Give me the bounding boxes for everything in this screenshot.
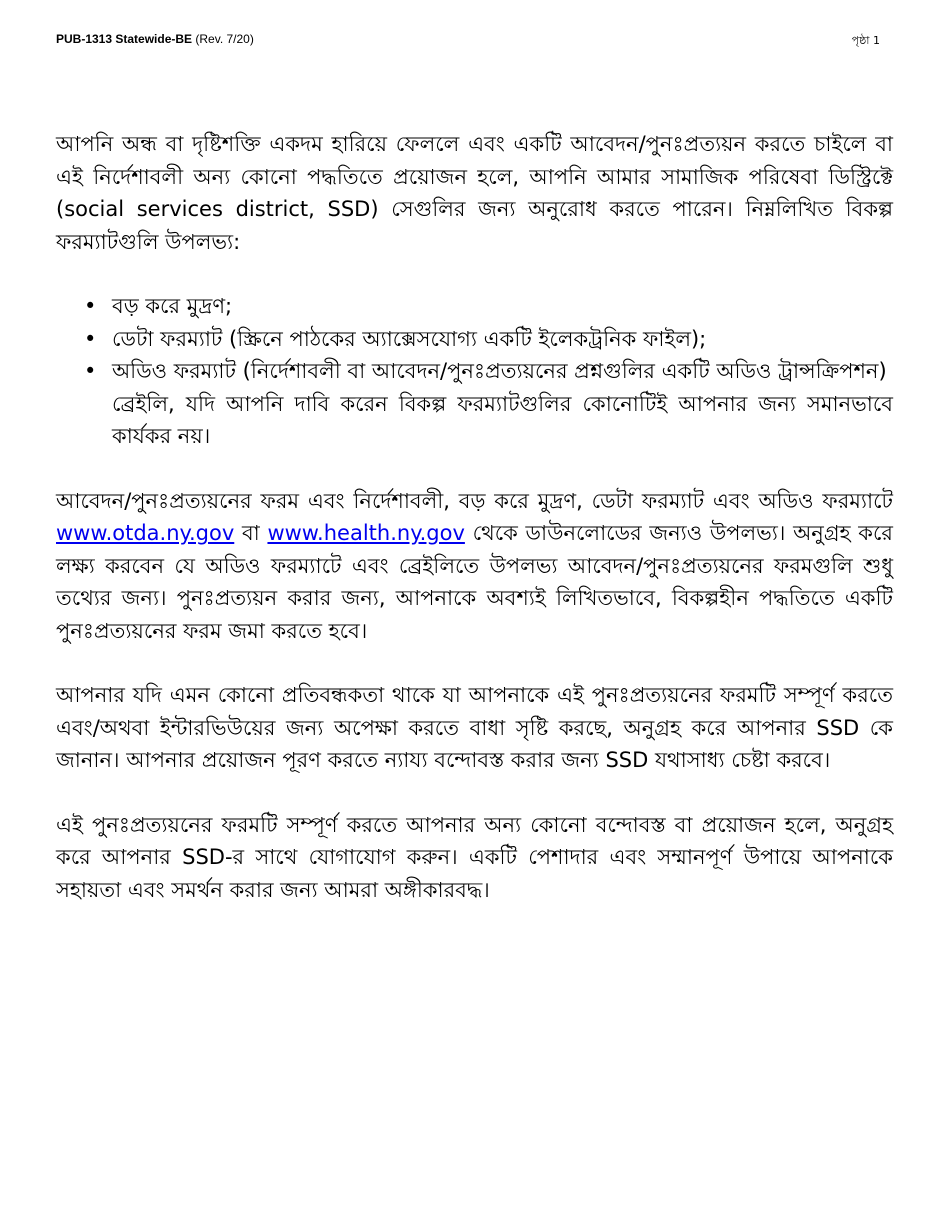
list-item <box>84 323 893 356</box>
download-or: বা <box>241 521 260 545</box>
page-header <box>56 32 880 50</box>
list-item-text: বড় করে মুদ্রণ; <box>112 294 233 318</box>
bullet-icon: • <box>84 326 97 351</box>
list-item <box>84 355 893 388</box>
list-item <box>84 290 893 323</box>
form-revision: (Rev. 7/20) <box>195 32 254 46</box>
braille-note: ব্রেইলি, যদি আপনি দাবি করেন বিকল্প ফরম্যাটগুলির কোনোটিই আপনার জন্য সমানভাবে কার্যকর নয়। <box>112 391 893 448</box>
contact-paragraph: এই পুনঃপ্রত্যয়নের ফরমটি সম্পূর্ণ করতে আপনার অন্য কোনো বন্দোবস্ত বা প্রয়োজন হলে, অনুগ্রহ করে আপনার SSD-র সাথে যোগাযোগ করুন। একটি পেশাদার এবং সম্মানপূর্ণ উপায়ে আপনাকে সহায়তা এবং সমর্থন করার জন্য আমরা অঙ্গীকারবদ্ধ। <box>56 812 893 902</box>
disability-paragraph: আপনার যদি এমন কোনো প্রতিবন্ধকতা থাকে যা আপনাকে এই পুনঃপ্রত্যয়নের ফরমটি সম্পূর্ণ করতে এবং/অথবা ইন্টারভিউয়ের জন্য অপেক্ষা করতে বাধা সৃষ্টি করছে, অনুগ্রহ করে আপনার SSD কে জানান। আপনার প্রয়োজন পূরণ করতে ন্যায্য বন্দোবস্ত করার জন্য SSD যথাসাধ্য চেষ্টা করবে। <box>56 683 893 772</box>
bullet-icon: • <box>84 294 97 318</box>
document-body <box>56 128 893 938</box>
otda-link[interactable]: www.otda.ny.gov <box>56 521 235 545</box>
intro-paragraph: আপনি অন্ধ বা দৃষ্টিশক্তি একদম হারিয়ে ফেললে এবং একটি আবেদন/পুনঃপ্রত্যয়ন করতে চাইলে বা এই নির্দেশাবলী অন্য কোনো পদ্ধতিতে প্রয়োজন হলে, আপনি আমার সামাজিক পরিষেবা ডিস্ট্রিক্টে (social services district, SSD) সেগুলির জন্য অনুরোধ করতে পারেন। নিম্নলিখিত বিকল্প ফরম্যাটগুলি উপলভ্য: <box>56 132 893 254</box>
health-link[interactable]: www.health.ny.gov <box>267 521 465 545</box>
form-code: PUB-1313 Statewide-BE <box>56 32 193 46</box>
list-item-text: অডিও ফরম্যাট (নির্দেশাবলী বা আবেদন/পুনঃপ্রত্যয়নের প্রশ্নগুলির একটি অডিও ট্রান্সক্রিপশন) <box>112 359 887 383</box>
format-list <box>56 290 893 388</box>
download-text-after: থেকে ডাউনলোডের জন্যও উপলভ্য। অনুগ্রহ করে লক্ষ্য করবেন যে অডিও ফরম্যাটে এবং ব্রেইলিতে উপলভ্য আবেদন/পুনঃপ্রত্যয়নের ফরমগুলি শুধু তথ্যের জন্য। পুনঃপ্রত্যয়ন করার জন্য, আপনাকে অবশ্যই লিখিতভাবে, বিকল্পহীন পদ্ধতিতে একটি পুনঃপ্রত্যয়নের ফরম জমা করতে হবে। <box>56 521 893 643</box>
download-paragraph <box>56 485 893 648</box>
form-id <box>56 32 254 46</box>
list-item-text: ডেটা ফরম্যাট (স্ক্রিনে পাঠকের অ্যাক্সেসযোগ্য একটি ইলেকট্রনিক ফাইল); <box>112 326 707 351</box>
download-text-before: আবেদন/পুনঃপ্রত্যয়নের ফরম এবং নির্দেশাবলী, বড় করে মুদ্রণ, ডেটা ফরম্যাট এবং অডিও ফরম্যাটে <box>56 488 893 513</box>
bullet-icon: • <box>84 359 97 383</box>
page-number: পৃষ্ঠা 1 <box>851 34 880 47</box>
